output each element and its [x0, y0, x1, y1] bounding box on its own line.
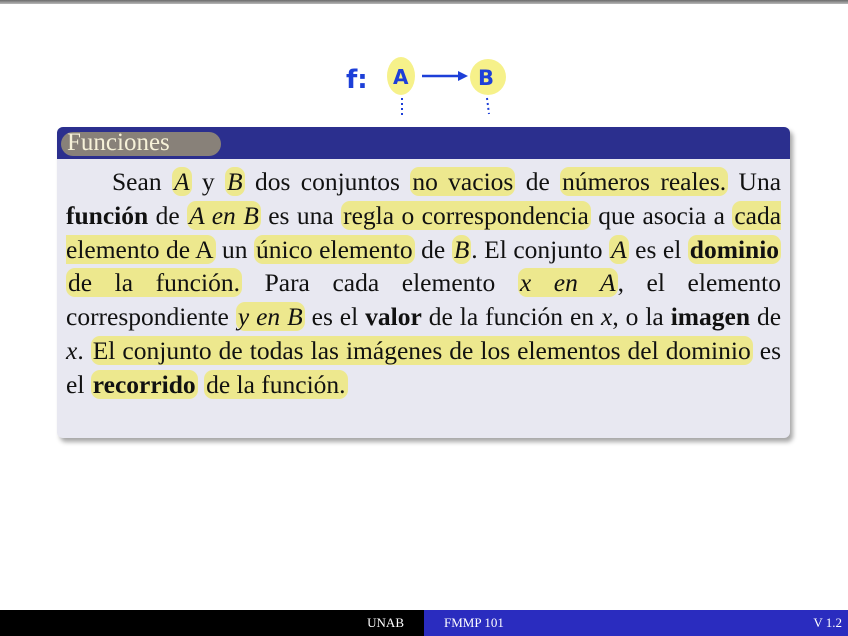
text: Una [738, 167, 782, 196]
footer-left [0, 610, 424, 636]
text: de [756, 302, 782, 332]
definition-block [57, 127, 790, 438]
text: de [421, 234, 446, 264]
term-imagen: imagen [670, 302, 751, 332]
term-valor: valor [365, 302, 422, 332]
block-title-bar [57, 127, 790, 159]
highlight-cada-elemento: cada elemento de A [66, 200, 782, 264]
term-dominio: dominio [689, 234, 780, 264]
top-rule [0, 0, 848, 4]
highlight-y-en-b: y en B [237, 302, 303, 332]
footer-version: V 1.2 [813, 615, 842, 630]
text: dos conjuntos [254, 167, 400, 196]
footer-right [424, 610, 848, 636]
text: . El conjunto [471, 234, 603, 264]
highlight-de-la-funcion: de la función. [68, 268, 240, 298]
text: es el [311, 302, 359, 332]
var-B: B [227, 167, 243, 196]
f-label: f: [346, 65, 368, 95]
text: Para cada elemento [264, 268, 496, 298]
highlight-a-en-b: A en B [189, 200, 259, 230]
var-x: x [601, 302, 613, 332]
highlight-x-en-a: x en A [519, 268, 616, 298]
highlight-de-la-funcion-end: de la función. [206, 369, 346, 399]
text: es una [268, 200, 334, 230]
codomain-label: B [478, 66, 495, 90]
highlight-regla: regla o correspondencia [343, 200, 589, 230]
text: un [222, 234, 248, 264]
text: de [155, 200, 180, 230]
text: y [201, 167, 215, 196]
text: de la función en [428, 302, 595, 332]
codomain-dots [487, 98, 489, 114]
highlight-unico-elemento: único elemento [256, 234, 413, 264]
text: , o la [612, 302, 664, 332]
block-title-label: Funciones [67, 129, 170, 156]
var-B: B [453, 234, 470, 264]
footer-course: FMMP 101 [444, 615, 504, 630]
slide-footer [0, 610, 848, 636]
highlight-conjunto-imagenes: El conjunto de todas las imágenes de los elementos del dominio [92, 335, 751, 365]
highlight-numeros-reales: números reales. [562, 167, 727, 196]
block-title [67, 128, 182, 158]
var-A: A [173, 167, 190, 196]
text: . [77, 335, 84, 365]
text: Sean [112, 167, 162, 196]
highlight-no-vacios: no vacios [412, 167, 514, 196]
footer-institution: UNAB [367, 615, 404, 630]
handwritten-annotation [330, 52, 520, 122]
text: que asocia a [598, 200, 725, 230]
var-x: x [66, 335, 78, 365]
term-recorrido: recorrido [92, 369, 196, 399]
text: de [525, 167, 550, 196]
text: es el [66, 335, 782, 399]
text: es el [635, 234, 682, 264]
term-funcion: función [66, 200, 149, 230]
var-A: A [611, 234, 627, 264]
domain-label: A [393, 65, 409, 89]
text: , el elemento correspondiente [66, 268, 781, 332]
block-body [57, 159, 790, 402]
arrow-head [458, 71, 468, 81]
